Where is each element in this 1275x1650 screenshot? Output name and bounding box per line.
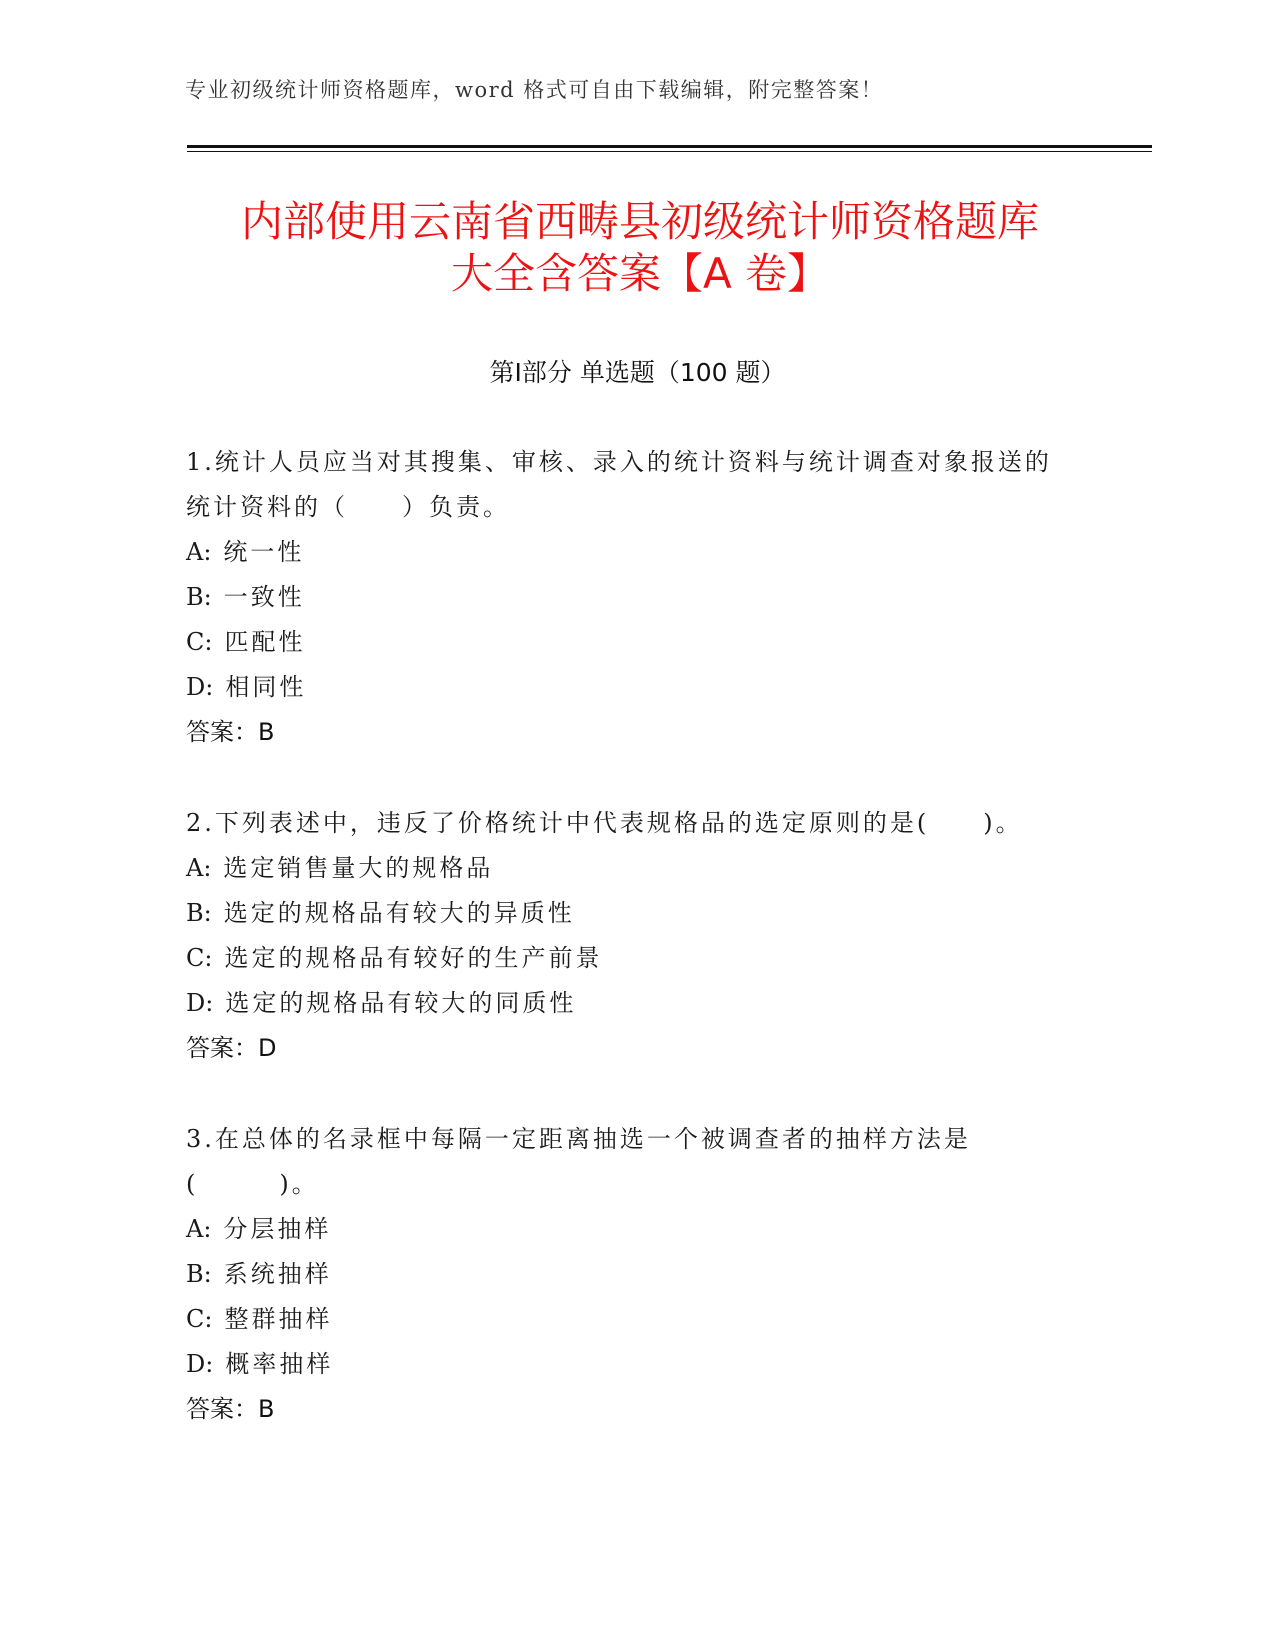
question-stem: 2.下列表述中，违反了价格统计中代表规格品的选定原则的是( )。 (186, 809, 1023, 837)
option-d (186, 1342, 1066, 1387)
option-text: 概率抽样 (225, 1350, 334, 1378)
option-text: 系统抽样 (223, 1260, 332, 1288)
question-stem: 3.在总体的名录框中每隔一定距离抽选一个被调查者的抽样方法是( )。 (186, 1125, 971, 1198)
header-rule-thick (187, 145, 1152, 148)
option-c (186, 936, 1066, 981)
option-c (186, 620, 1066, 665)
option-letter: D: (186, 673, 214, 701)
document-title-line-2: 大全含答案【A 卷】 (450, 249, 830, 298)
header-note: 专业初级统计师资格题库，word 格式可自由下载编辑，附完整答案！ (185, 78, 884, 102)
question-list (186, 440, 1066, 1478)
option-letter: A: (186, 538, 212, 566)
option-b (186, 891, 1066, 936)
option-letter: C: (186, 1305, 213, 1333)
option-text: 分层抽样 (223, 1215, 332, 1243)
option-a (186, 530, 1066, 575)
option-letter: A: (186, 1215, 212, 1243)
option-letter: C: (186, 944, 213, 972)
section-heading: 第Ⅰ部分 单选题（100 题） (489, 358, 786, 387)
option-text: 选定的规格品有较好的生产前景 (224, 944, 603, 972)
option-letter: B: (186, 1260, 212, 1288)
option-letter: C: (186, 628, 213, 656)
option-c (186, 1297, 1066, 1342)
option-text: 相同性 (225, 673, 307, 701)
option-text: 选定销售量大的规格品 (223, 854, 494, 882)
question-item (186, 440, 1066, 755)
answer-line: 答案：D (186, 1034, 277, 1062)
option-text: 统一性 (223, 538, 305, 566)
option-text: 整群抽样 (224, 1305, 333, 1333)
answer-line: 答案：B (186, 718, 275, 746)
option-letter: D: (186, 1350, 214, 1378)
option-text: 一致性 (223, 583, 305, 611)
question-item (186, 801, 1066, 1071)
option-a (186, 1207, 1066, 1252)
option-letter: D: (186, 989, 214, 1017)
header-rule-thin (187, 151, 1152, 152)
option-letter: B: (186, 899, 212, 927)
option-b (186, 1252, 1066, 1297)
option-text: 匹配性 (224, 628, 306, 656)
option-a (186, 846, 1066, 891)
option-text: 选定的规格品有较大的异质性 (223, 899, 575, 927)
question-item (186, 1117, 1066, 1432)
option-letter: B: (186, 583, 212, 611)
document-title-line-1: 内部使用云南省西畴县初级统计师资格题库 (240, 197, 1039, 246)
option-d (186, 981, 1066, 1026)
answer-line: 答案：B (186, 1395, 275, 1423)
option-text: 选定的规格品有较大的同质性 (225, 989, 577, 1017)
option-d (186, 665, 1066, 710)
option-b (186, 575, 1066, 620)
question-stem: 1.统计人员应当对其搜集、审核、录入的统计资料与统计调查对象报送的统计资料的（ ）负责。 (186, 448, 1052, 521)
option-letter: A: (186, 854, 212, 882)
document-title (190, 196, 1090, 300)
